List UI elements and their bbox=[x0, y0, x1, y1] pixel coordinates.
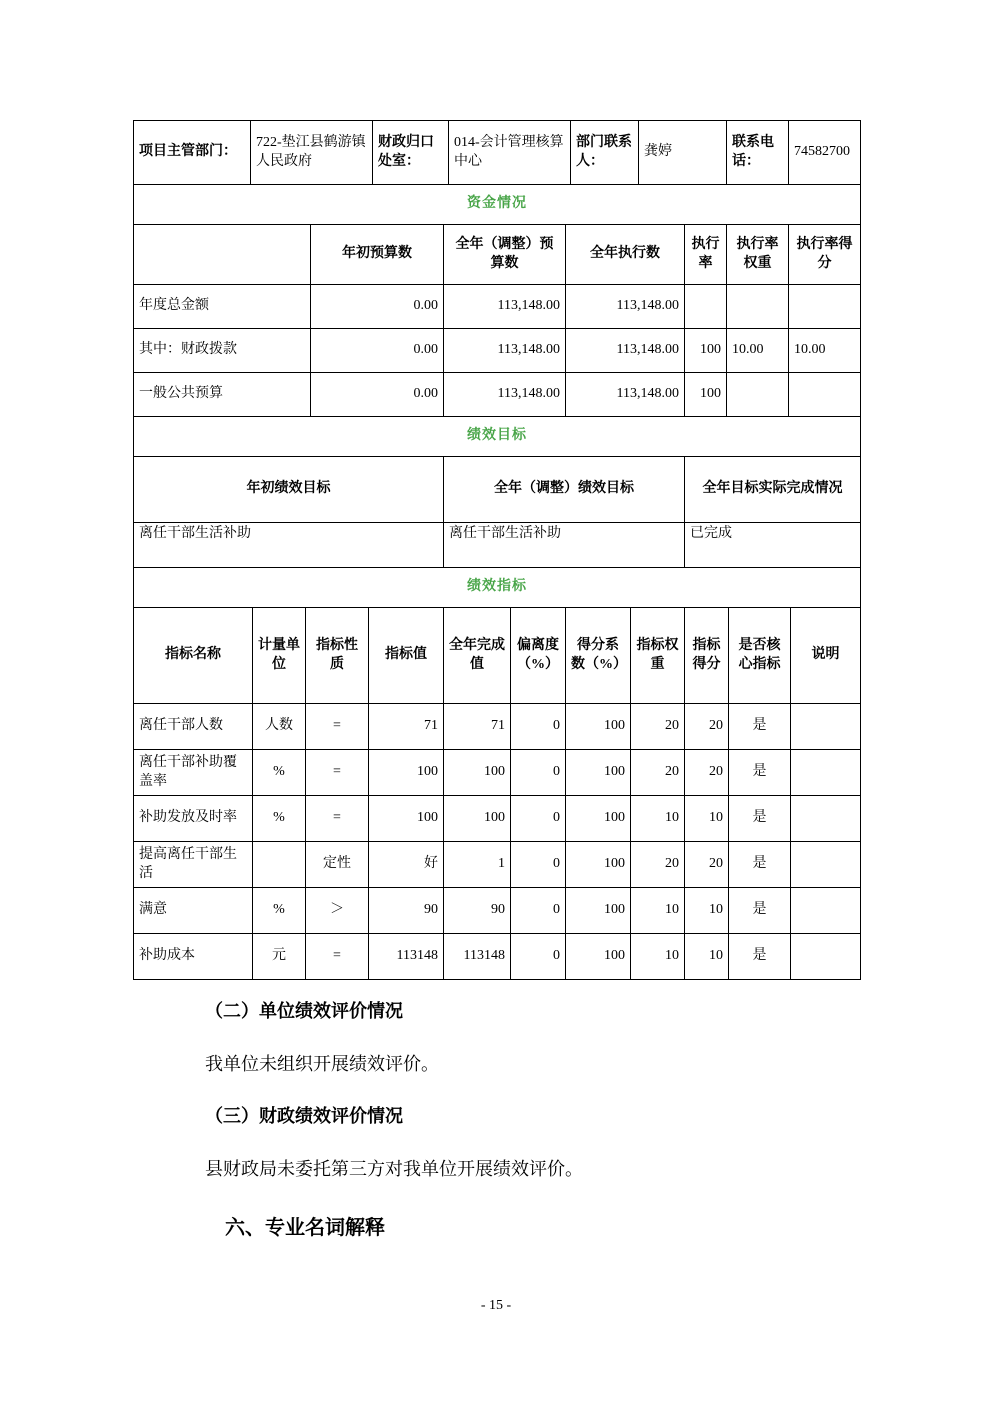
column-header: 全年执行数 bbox=[566, 225, 685, 285]
table-cell bbox=[791, 796, 861, 842]
page-number: - 15 - bbox=[480, 1298, 512, 1313]
table-cell: 其中：财政拨款 bbox=[134, 329, 311, 373]
table-cell: 10 bbox=[685, 888, 729, 934]
column-header: 执行率得分 bbox=[789, 225, 861, 285]
dept-value: 722-垫江县鹤游镇人民政府 bbox=[251, 121, 373, 185]
table-cell bbox=[727, 285, 789, 329]
table-cell: 100 bbox=[444, 750, 511, 796]
table-cell: 113,148.00 bbox=[444, 329, 566, 373]
table-row bbox=[134, 185, 861, 225]
table-row bbox=[134, 329, 861, 373]
table-cell: 是 bbox=[729, 704, 791, 750]
finance-office-value: 014-会计管理核算中心 bbox=[449, 121, 571, 185]
column-header: 得分系数（%） bbox=[566, 608, 631, 704]
table-cell bbox=[253, 842, 306, 888]
table-cell: 0 bbox=[511, 934, 566, 980]
table-cell: 是 bbox=[729, 750, 791, 796]
column-header: 全年（调整）预算数 bbox=[444, 225, 566, 285]
section3-heading: （三）财政绩效评价情况 bbox=[205, 1106, 403, 1126]
section2-heading: （二）单位绩效评价情况 bbox=[205, 1001, 403, 1021]
table-cell: 10.00 bbox=[727, 329, 789, 373]
table-cell bbox=[791, 842, 861, 888]
table-cell: 是 bbox=[729, 842, 791, 888]
table-cell: 71 bbox=[369, 704, 444, 750]
finance-office-label: 财政归口处室： bbox=[373, 121, 449, 185]
table-cell: 113148 bbox=[369, 934, 444, 980]
contact-label: 部门联系人： bbox=[571, 121, 639, 185]
phone-value: 74582700 bbox=[789, 121, 861, 185]
table-cell bbox=[727, 373, 789, 417]
table-cell: 100 bbox=[444, 796, 511, 842]
table-row bbox=[134, 523, 861, 568]
table-cell bbox=[791, 750, 861, 796]
column-header: 指标名称 bbox=[134, 608, 253, 704]
table-cell: 满意 bbox=[134, 888, 253, 934]
table-cell: 90 bbox=[444, 888, 511, 934]
table-row bbox=[134, 417, 861, 457]
table-cell: 0.00 bbox=[311, 285, 444, 329]
table-cell: 100 bbox=[566, 842, 631, 888]
contact-value: 龚婷 bbox=[639, 121, 727, 185]
table-cell bbox=[791, 934, 861, 980]
table-cell: 113148 bbox=[444, 934, 511, 980]
table-row bbox=[134, 608, 861, 704]
table-cell: 0 bbox=[511, 842, 566, 888]
table-cell bbox=[791, 704, 861, 750]
table-row bbox=[134, 121, 861, 185]
table-cell: 100 bbox=[369, 750, 444, 796]
table-cell: 71 bbox=[444, 704, 511, 750]
table-cell: 10 bbox=[631, 888, 685, 934]
table-cell: = bbox=[306, 934, 369, 980]
table-row bbox=[134, 285, 861, 329]
table-cell: 90 bbox=[369, 888, 444, 934]
goals-table bbox=[133, 416, 861, 568]
table-cell: 好 bbox=[369, 842, 444, 888]
section-title-goals: 绩效目标 bbox=[134, 417, 861, 457]
table-cell: 20 bbox=[685, 842, 729, 888]
table-cell: 补助成本 bbox=[134, 934, 253, 980]
table-cell: 元 bbox=[253, 934, 306, 980]
table-cell: 20 bbox=[631, 750, 685, 796]
table-cell: 10 bbox=[685, 796, 729, 842]
table-cell bbox=[685, 285, 727, 329]
table-cell bbox=[789, 373, 861, 417]
table-row bbox=[134, 796, 861, 842]
table-cell bbox=[789, 285, 861, 329]
table-cell: 年度总金额 bbox=[134, 285, 311, 329]
table-cell: 10.00 bbox=[789, 329, 861, 373]
table-cell: 20 bbox=[685, 750, 729, 796]
table-cell bbox=[791, 888, 861, 934]
table-cell: 113,148.00 bbox=[444, 285, 566, 329]
table-row bbox=[134, 225, 861, 285]
column-header: 全年完成值 bbox=[444, 608, 511, 704]
table-row bbox=[134, 750, 861, 796]
table-row bbox=[134, 704, 861, 750]
table-cell: 100 bbox=[566, 888, 631, 934]
table-cell: = bbox=[306, 796, 369, 842]
column-header: 年初绩效目标 bbox=[134, 457, 444, 523]
table-cell: 0 bbox=[511, 888, 566, 934]
table-cell: 100 bbox=[566, 934, 631, 980]
column-header: 偏离度（%） bbox=[511, 608, 566, 704]
table-cell: 补助发放及时率 bbox=[134, 796, 253, 842]
table-cell: 0 bbox=[511, 796, 566, 842]
table-cell: 20 bbox=[631, 842, 685, 888]
table-cell: 离任干部人数 bbox=[134, 704, 253, 750]
header-info-table bbox=[133, 120, 861, 185]
phone-label: 联系电话： bbox=[727, 121, 789, 185]
column-header: 指标值 bbox=[369, 608, 444, 704]
table-cell: = bbox=[306, 750, 369, 796]
table-cell: 0 bbox=[511, 704, 566, 750]
column-header: 是否核心指标 bbox=[729, 608, 791, 704]
table-cell: 人数 bbox=[253, 704, 306, 750]
table-cell: 一般公共预算 bbox=[134, 373, 311, 417]
table-cell: 已完成 bbox=[685, 523, 861, 568]
table-cell: 100 bbox=[566, 796, 631, 842]
table-cell: 113,148.00 bbox=[566, 373, 685, 417]
dept-label: 项目主管部门： bbox=[134, 121, 251, 185]
table-cell: 离任干部生活补助 bbox=[134, 523, 444, 568]
table-row bbox=[134, 888, 861, 934]
indicators-table bbox=[133, 567, 861, 980]
column-header: 全年目标实际完成情况 bbox=[685, 457, 861, 523]
table-cell: % bbox=[253, 750, 306, 796]
table-cell: 离任干部生活补助 bbox=[444, 523, 685, 568]
table-cell: 是 bbox=[729, 796, 791, 842]
table-cell: 离任干部补助覆盖率 bbox=[134, 750, 253, 796]
table-cell: 10 bbox=[631, 796, 685, 842]
table-cell: 1 bbox=[444, 842, 511, 888]
column-header: 全年（调整）绩效目标 bbox=[444, 457, 685, 523]
table-row bbox=[134, 457, 861, 523]
column-header: 计量单位 bbox=[253, 608, 306, 704]
column-header: 指标性质 bbox=[306, 608, 369, 704]
table-cell: 0.00 bbox=[311, 329, 444, 373]
table-cell: 100 bbox=[369, 796, 444, 842]
table-cell: ＞ bbox=[306, 888, 369, 934]
column-header: 说明 bbox=[791, 608, 861, 704]
table-cell: 20 bbox=[685, 704, 729, 750]
section-title-funds: 资金情况 bbox=[134, 185, 861, 225]
section-title-indicators: 绩效指标 bbox=[134, 568, 861, 608]
document-content bbox=[133, 120, 860, 1241]
column-header: 执行率权重 bbox=[727, 225, 789, 285]
table-cell: 113,148.00 bbox=[566, 285, 685, 329]
table-cell: 100 bbox=[685, 329, 727, 373]
table-row bbox=[134, 842, 861, 888]
column-header bbox=[134, 225, 311, 285]
column-header: 年初预算数 bbox=[311, 225, 444, 285]
section3-text: 县财政局未委托第三方对我单位开展绩效评价。 bbox=[205, 1158, 583, 1179]
table-cell: 是 bbox=[729, 934, 791, 980]
table-cell: 是 bbox=[729, 888, 791, 934]
section6-heading: 六、专业名词解释 bbox=[225, 1217, 385, 1239]
table-row bbox=[134, 934, 861, 980]
table-cell: 提高离任干部生活 bbox=[134, 842, 253, 888]
table-row bbox=[134, 373, 861, 417]
table-cell: = bbox=[306, 704, 369, 750]
table-cell: 10 bbox=[631, 934, 685, 980]
funds-table bbox=[133, 184, 861, 417]
table-cell: 113,148.00 bbox=[444, 373, 566, 417]
table-cell: 100 bbox=[566, 704, 631, 750]
table-cell: % bbox=[253, 796, 306, 842]
table-cell: 20 bbox=[631, 704, 685, 750]
section2-text: 我单位未组织开展绩效评价。 bbox=[205, 1053, 439, 1074]
column-header: 指标得分 bbox=[685, 608, 729, 704]
table-cell: 10 bbox=[685, 934, 729, 980]
table-cell: 0 bbox=[511, 750, 566, 796]
table-cell: 定性 bbox=[306, 842, 369, 888]
table-cell: 113,148.00 bbox=[566, 329, 685, 373]
table-cell: % bbox=[253, 888, 306, 934]
table-cell: 0.00 bbox=[311, 373, 444, 417]
table-cell: 100 bbox=[566, 750, 631, 796]
table-row bbox=[134, 568, 861, 608]
table-cell: 100 bbox=[685, 373, 727, 417]
column-header: 执行率 bbox=[685, 225, 727, 285]
column-header: 指标权重 bbox=[631, 608, 685, 704]
